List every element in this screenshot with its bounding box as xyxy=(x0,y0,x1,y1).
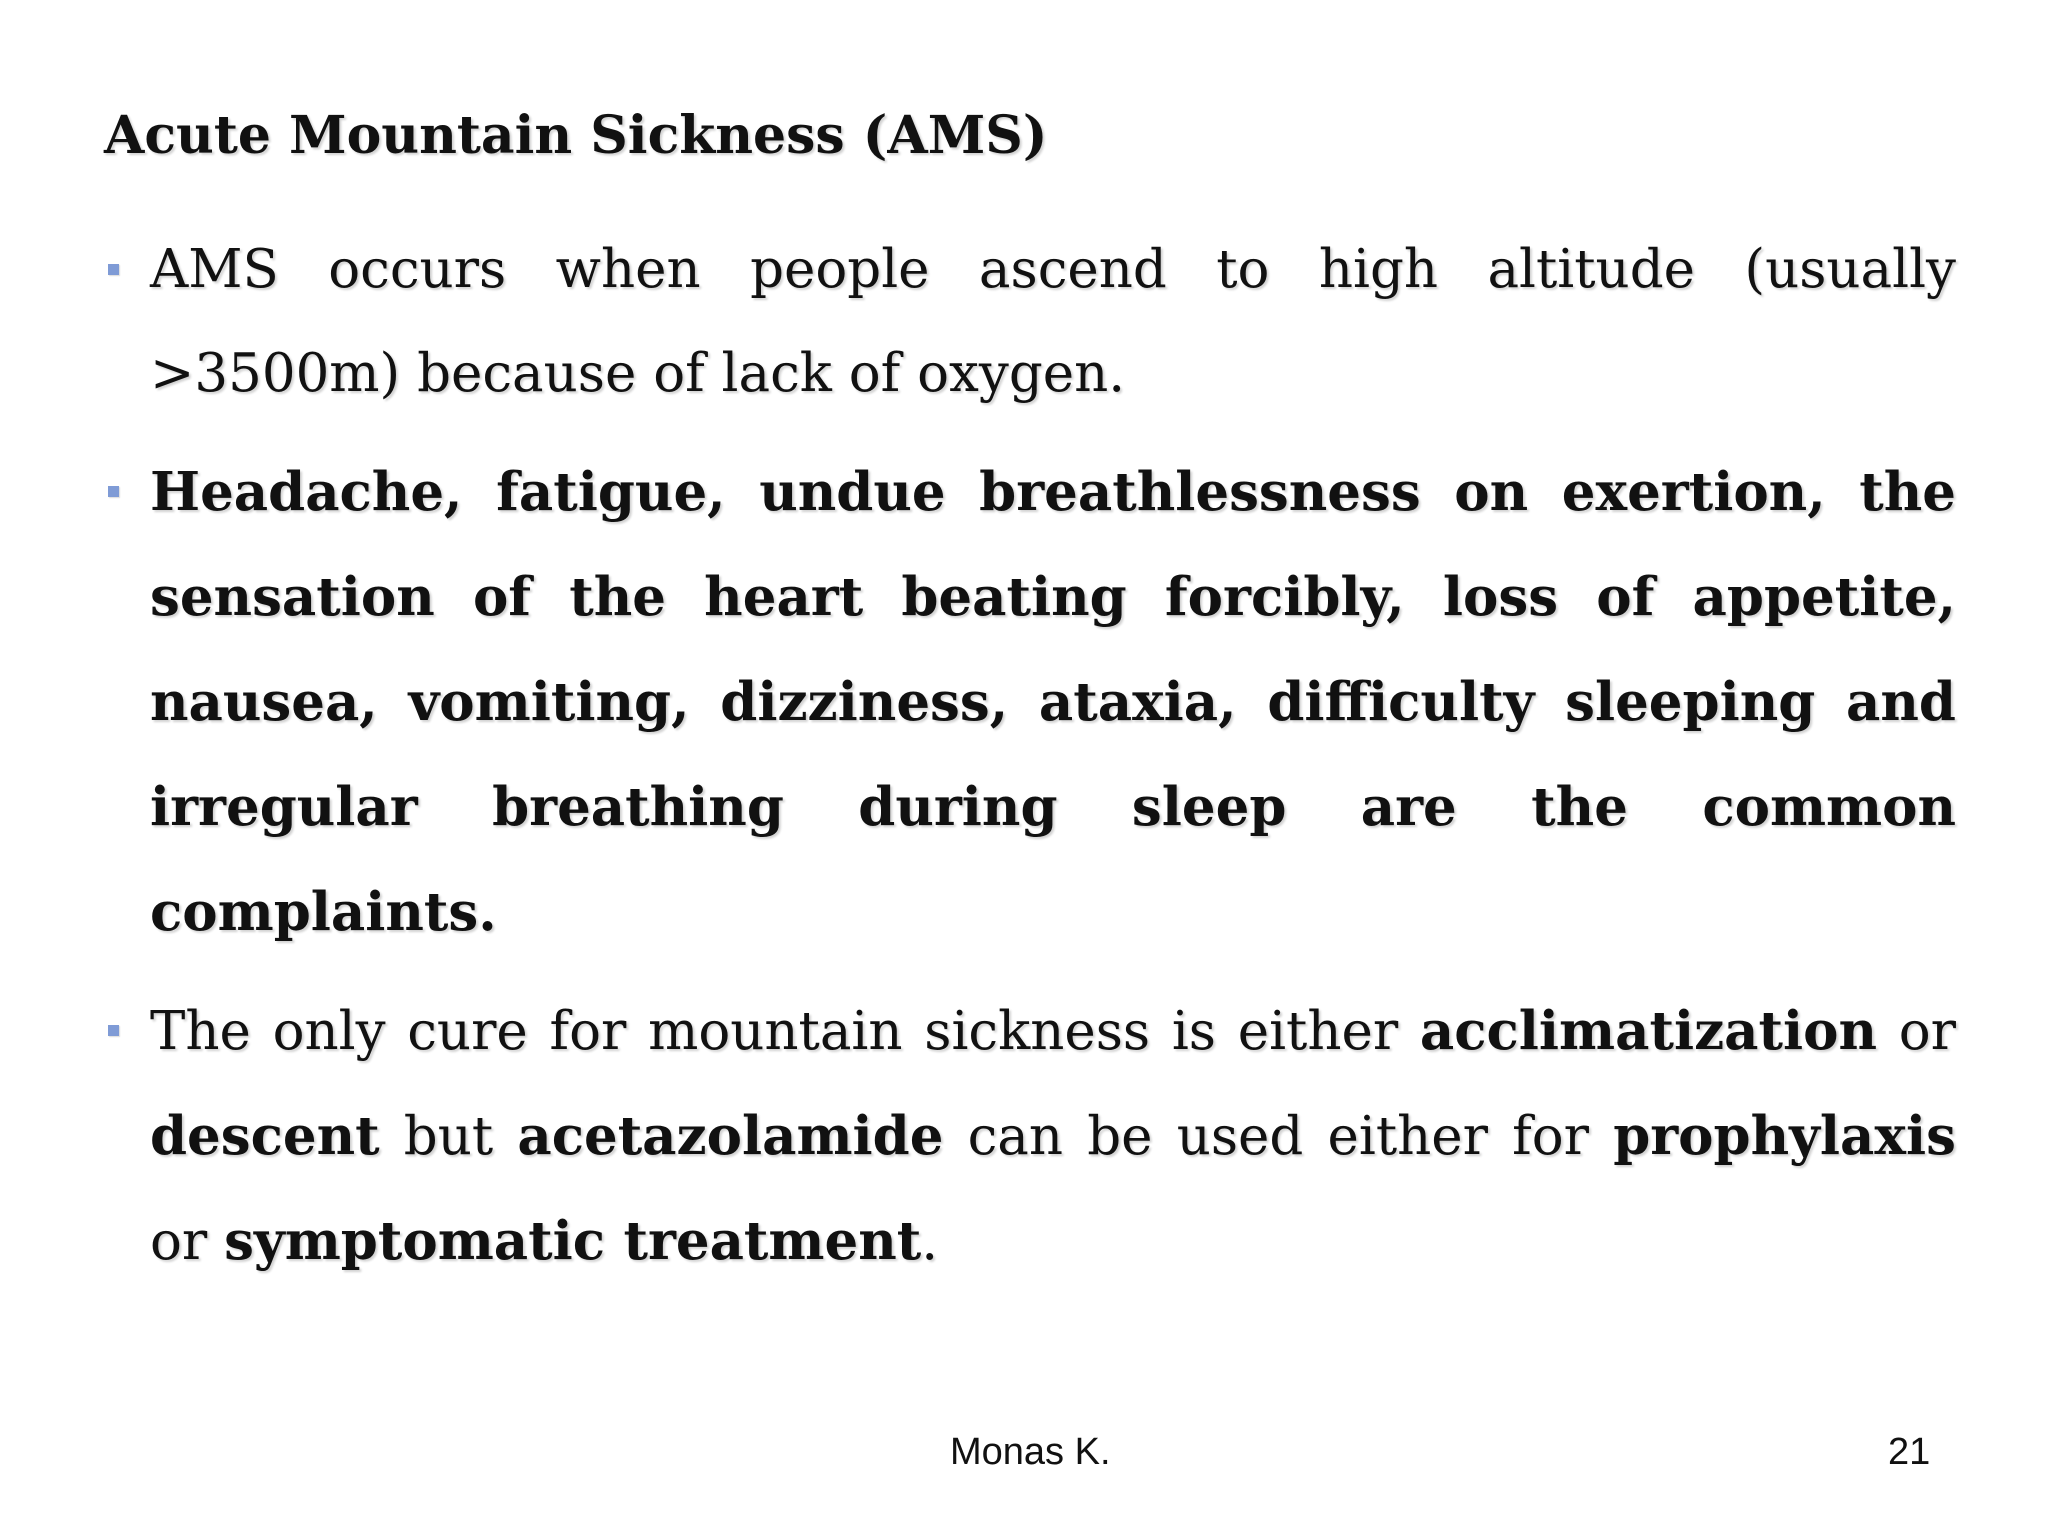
slide-title: Acute Mountain Sickness (AMS) xyxy=(104,105,1048,166)
bullet-text-part: can be used either for xyxy=(943,1106,1614,1167)
emphasis-symptomatic-treatment: symptomatic treatment xyxy=(224,1210,922,1272)
emphasis-prophylaxis: prophylaxis xyxy=(1613,1105,1956,1167)
footer-author: Monas K. xyxy=(950,1431,1111,1473)
square-bullet-icon xyxy=(108,264,119,275)
bullet-item-treatment xyxy=(104,979,1956,1294)
square-bullet-icon xyxy=(108,1025,119,1036)
square-bullet-icon xyxy=(108,486,119,497)
emphasis-acetazolamide: acetazolamide xyxy=(517,1105,944,1167)
bullet-text: AMS occurs when people ascend to high altitude (usually >3500m) because of lack of oxygen. xyxy=(150,239,1956,404)
bullet-list xyxy=(104,218,1956,1308)
emphasis-acclimatization: acclimatization xyxy=(1419,1000,1878,1062)
bullet-text: Headache, fatigue, undue breathlessness on exertion, the sensation of the heart beating forcibly, loss of appetite, nausea, vomiting, dizziness, ataxia, difficulty sleeping and irregular breathing during sleep are the common complaints. xyxy=(150,461,1956,943)
emphasis-descent: descent xyxy=(150,1105,380,1167)
bullet-text-part: but xyxy=(379,1106,518,1167)
bullet-item-symptoms xyxy=(104,440,1956,965)
bullet-item-ams-definition xyxy=(104,218,1956,426)
bullet-text-part: The only cure for mountain sickness is either xyxy=(150,1001,1420,1062)
bullet-text-part: or xyxy=(1877,1001,1956,1062)
page-number: 21 xyxy=(1888,1431,1931,1473)
bullet-text-part: . xyxy=(921,1211,939,1272)
bullet-text-part: or xyxy=(150,1211,225,1272)
